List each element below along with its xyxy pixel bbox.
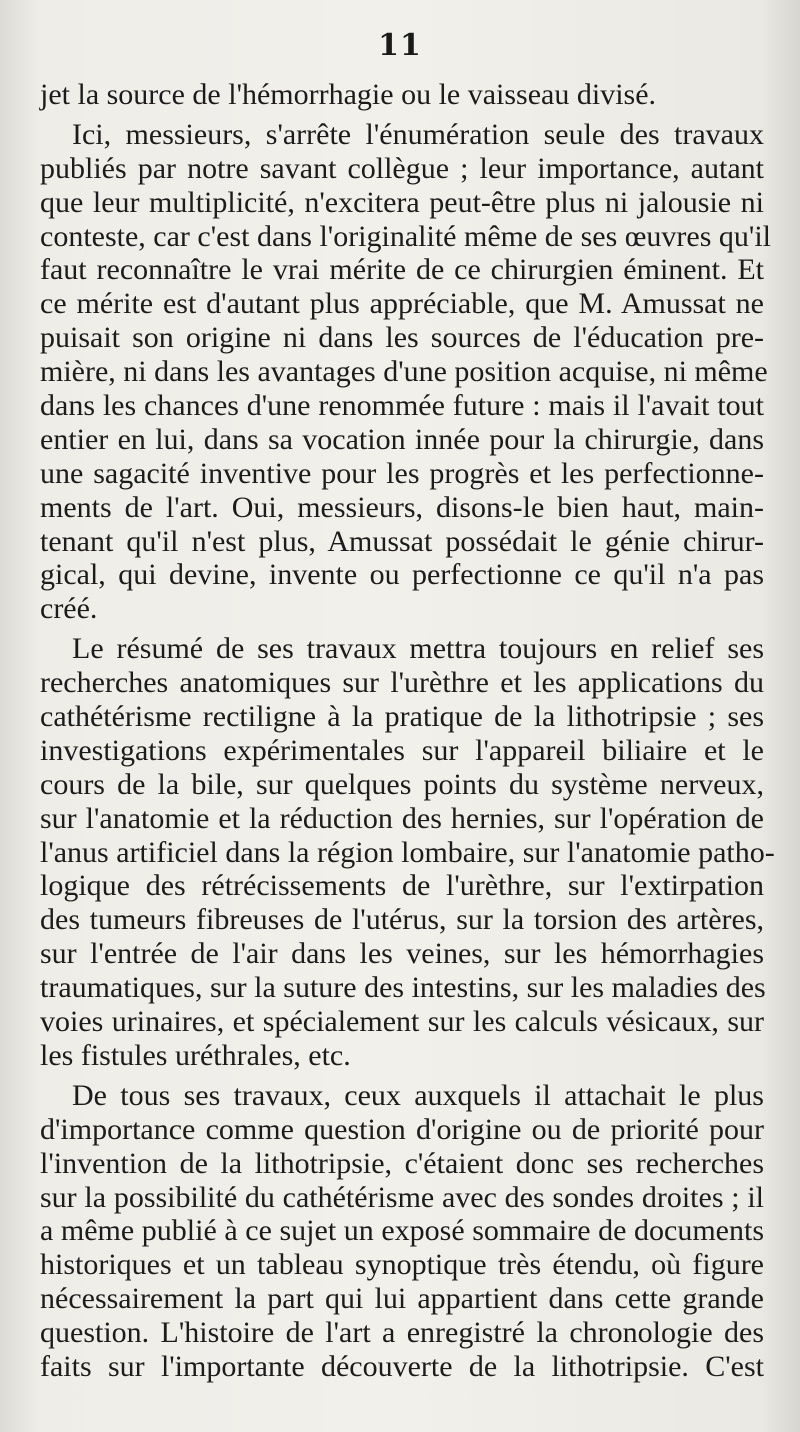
text-line: faits sur l'importante découverte de la lithotripsie. C'est <box>40 1349 764 1383</box>
text-line: De tous ses travaux, ceux auxquels il attachait le plus <box>72 1078 764 1112</box>
text-line: que leur multiplicité, n'excitera peut-être plus ni jalousie ni <box>40 185 764 219</box>
text-line: faut reconnaître le vrai mérite de ce chirurgien éminent. Et <box>40 253 764 287</box>
text-line: investigations expérimentales sur l'appareil biliaire et le <box>40 733 764 767</box>
text-line: gical, qui devine, invente ou perfectionne ce qu'il n'a pas <box>40 558 764 592</box>
text-line: a même publié à ce sujet un exposé sommaire de documents <box>40 1214 764 1248</box>
paragraph <box>40 632 775 1073</box>
text-line: cathétérisme rectiligne à la pratique de la lithotripsie ; ses <box>40 700 764 734</box>
text-line: question. L'histoire de l'art a enregistré la chronologie des <box>40 1316 764 1350</box>
text-line: l'anus artificiel dans la région lombaire, sur l'anatomie patho- <box>40 835 775 869</box>
text-line: une sagacité inventive pour les progrès et les perfectionne- <box>40 456 764 490</box>
text-line: Le résumé de ses travaux mettra toujours en relief ses <box>72 632 764 666</box>
text-line: ce mérite est d'autant plus appréciable, que M. Amussat ne <box>40 287 764 321</box>
text-line: voies urinaires, et spécialement sur les calculs vésicaux, sur <box>40 1005 764 1039</box>
text-line: recherches anatomiques sur l'urèthre et les applications du <box>40 666 764 700</box>
text-line: Ici, messieurs, s'arrête l'énumération seule des travaux <box>72 117 764 151</box>
text-line: tenant qu'il n'est plus, Amussat possédait le génie chirur- <box>40 524 764 558</box>
text-line: historiques et un tableau synoptique très étendu, où figure <box>40 1248 764 1282</box>
text-line: jet la source de l'hémorrhagie ou le vaisseau divisé. <box>40 78 657 111</box>
text-line: ments de l'art. Oui, messieurs, disons-le bien haut, main- <box>40 490 764 524</box>
text-line: les fistules uréthrales, etc. <box>40 1038 351 1072</box>
text-line: l'invention de la lithotripsie, c'étaient donc ses recherches <box>40 1146 764 1180</box>
paragraph <box>40 78 764 112</box>
body-text <box>40 78 775 1390</box>
paragraph <box>40 1079 764 1384</box>
page-number: 11 <box>378 28 422 63</box>
text-line: sur l'anatomie et la réduction des hernies, sur l'opération de <box>40 801 764 835</box>
text-line: sur la possibilité du cathétérisme avec des sondes droites ; il <box>40 1180 764 1214</box>
text-line: logique des rétrécissements de l'urèthre, sur l'extirpation <box>40 869 764 903</box>
text-line: nécessairement la part qui lui appartient dans cette grande <box>40 1282 764 1316</box>
text-line: sur l'entrée de l'air dans les veines, sur les hémorrhagies <box>40 937 764 971</box>
text-line: mière, ni dans les avantages d'une position acquise, ni même <box>40 355 768 389</box>
text-line: cours de la bile, sur quelques points du système nerveux, <box>40 767 764 801</box>
text-line: d'importance comme question d'origine ou de priorité pour <box>40 1112 764 1146</box>
text-line: publiés par notre savant collègue ; leur importance, autant <box>40 151 764 185</box>
paragraph <box>40 117 771 626</box>
text-line: entier en lui, dans sa vocation innée pour la chirurgie, dans <box>40 422 764 456</box>
text-line: traumatiques, sur la suture des intestins, sur les maladies des <box>40 971 766 1005</box>
text-line: conteste, car c'est dans l'originalité même de ses œuvres qu'il <box>40 219 771 253</box>
text-line: dans les chances d'une renommée future : mais il l'avait tout <box>40 389 764 423</box>
text-line: des tumeurs fibreuses de l'utérus, sur la torsion des artères, <box>40 903 764 937</box>
text-line: créé. <box>40 592 98 626</box>
text-line: puisait son origine ni dans les sources de l'éducation pre- <box>40 321 764 355</box>
